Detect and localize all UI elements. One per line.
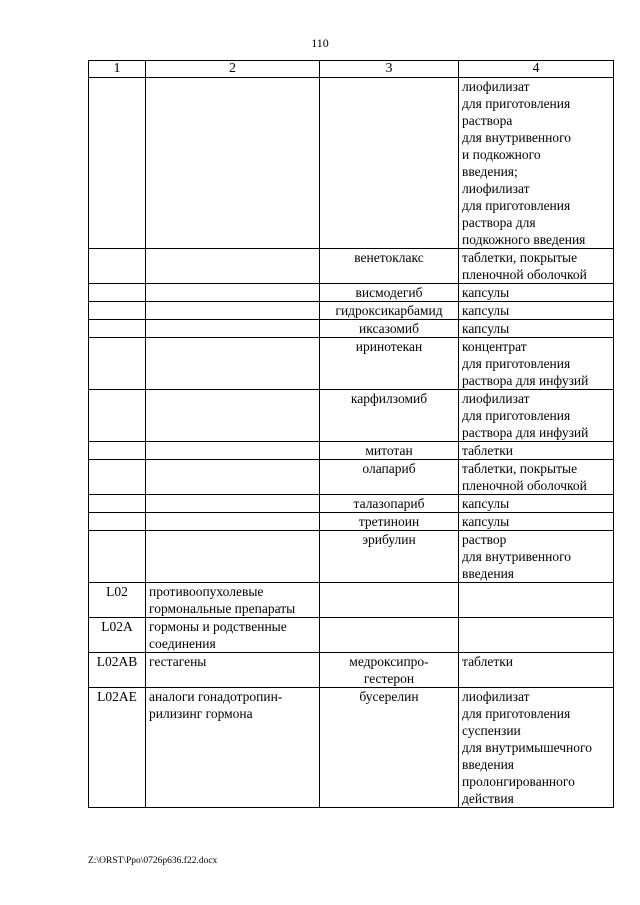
code-cell (89, 390, 146, 442)
header-col-2: 2 (146, 61, 320, 78)
table-row (89, 688, 614, 808)
drug-name-cell (320, 618, 459, 653)
group-cell (146, 302, 320, 320)
dosage-form-cell: лиофилизат для приготовления раствора для внутривенного и подкожного введения; лиофилизат для приготовления раствора для подкожного введения (459, 78, 614, 249)
group-cell: гормоны и родственные соединения (146, 618, 320, 653)
code-cell (89, 284, 146, 302)
drug-name-cell: митотан (320, 442, 459, 460)
table-row (89, 495, 614, 513)
table-row (89, 390, 614, 442)
dosage-form-cell: капсулы (459, 513, 614, 531)
table-row (89, 513, 614, 531)
dosage-form-cell (459, 618, 614, 653)
dosage-form-cell: лиофилизат для приготовления раствора для инфузий (459, 390, 614, 442)
table-row (89, 78, 614, 249)
table-row (89, 583, 614, 618)
code-cell (89, 442, 146, 460)
drug-name-cell: карфилзомиб (320, 390, 459, 442)
group-cell (146, 495, 320, 513)
table-row (89, 531, 614, 583)
table-row (89, 618, 614, 653)
drug-name-cell: талазопариб (320, 495, 459, 513)
group-cell (146, 338, 320, 390)
group-cell (146, 78, 320, 249)
group-cell (146, 390, 320, 442)
drug-name-cell: венетоклакс (320, 249, 459, 284)
code-cell (89, 513, 146, 531)
drug-name-cell: олапариб (320, 460, 459, 495)
code-cell (89, 302, 146, 320)
drug-name-cell (320, 78, 459, 249)
drug-name-cell: гидроксикарбамид (320, 302, 459, 320)
drug-name-cell: медроксипро- гестерон (320, 653, 459, 688)
dosage-form-cell: таблетки (459, 653, 614, 688)
dosage-form-cell: капсулы (459, 320, 614, 338)
group-cell: аналоги гонадотропин- рилизинг гормона (146, 688, 320, 808)
dosage-form-cell (459, 583, 614, 618)
file-path-footer: Z:\ORST\Ppo\0726p636.f22.docx (88, 856, 218, 866)
table-row (89, 653, 614, 688)
table-row (89, 320, 614, 338)
code-cell (89, 249, 146, 284)
dosage-form-cell: раствор для внутривенного введения (459, 531, 614, 583)
table-header-row (89, 61, 614, 78)
code-cell: L02AB (89, 653, 146, 688)
drug-name-cell: эрибулин (320, 531, 459, 583)
page-number: 110 (311, 36, 329, 50)
code-cell (89, 320, 146, 338)
dosage-form-cell: капсулы (459, 495, 614, 513)
group-cell: гестагены (146, 653, 320, 688)
table-row (89, 460, 614, 495)
group-cell (146, 442, 320, 460)
group-cell: противоопухолевые гормональные препараты (146, 583, 320, 618)
table-row (89, 284, 614, 302)
code-cell: L02A (89, 618, 146, 653)
header-col-3: 3 (320, 61, 459, 78)
header-col-4: 4 (459, 61, 614, 78)
drug-name-cell: висмодегиб (320, 284, 459, 302)
drug-name-cell: третиноин (320, 513, 459, 531)
group-cell (146, 513, 320, 531)
code-cell: L02AE (89, 688, 146, 808)
table-row (89, 338, 614, 390)
code-cell (89, 495, 146, 513)
code-cell (89, 531, 146, 583)
drug-name-cell (320, 583, 459, 618)
table-row (89, 249, 614, 284)
drug-name-cell: иринотекан (320, 338, 459, 390)
drug-table (88, 60, 614, 808)
group-cell (146, 531, 320, 583)
code-cell (89, 338, 146, 390)
group-cell (146, 320, 320, 338)
table-row (89, 442, 614, 460)
dosage-form-cell: капсулы (459, 302, 614, 320)
group-cell (146, 284, 320, 302)
code-cell: L02 (89, 583, 146, 618)
code-cell (89, 460, 146, 495)
dosage-form-cell: лиофилизат для приготовления суспензии для внутримышечного введения пролонгированного действия (459, 688, 614, 808)
group-cell (146, 249, 320, 284)
group-cell (146, 460, 320, 495)
header-col-1: 1 (89, 61, 146, 78)
dosage-form-cell: концентрат для приготовления раствора для инфузий (459, 338, 614, 390)
dosage-form-cell: таблетки (459, 442, 614, 460)
code-cell (89, 78, 146, 249)
drug-name-cell: бусерелин (320, 688, 459, 808)
dosage-form-cell: таблетки, покрытые пленочной оболочкой (459, 460, 614, 495)
drug-name-cell: иксазомиб (320, 320, 459, 338)
dosage-form-cell: капсулы (459, 284, 614, 302)
dosage-form-cell: таблетки, покрытые пленочной оболочкой (459, 249, 614, 284)
table-row (89, 302, 614, 320)
